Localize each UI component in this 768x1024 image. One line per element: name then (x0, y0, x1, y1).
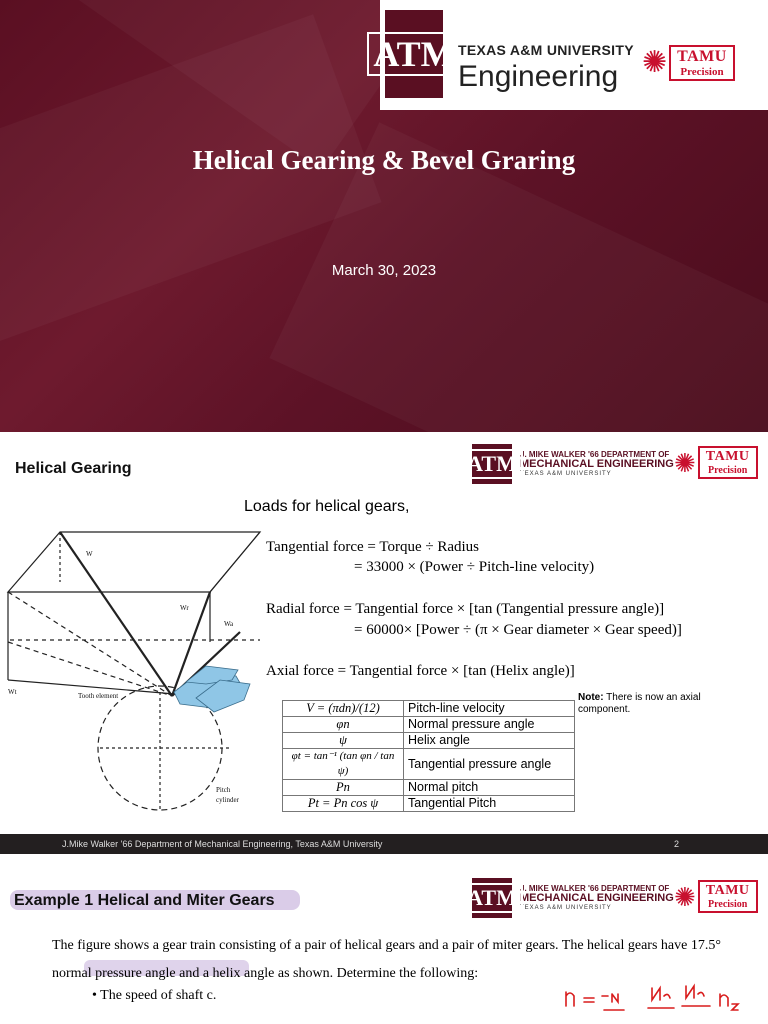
footer-text: J.Mike Walker '66 Department of Mechanical Engineering, Texas A&M University (62, 839, 383, 849)
equation-radial: Radial force = Tangential force × [tan (Tangential pressure angle)] (266, 601, 665, 617)
equation-tangential: Tangential force = Torque ÷ Radius (266, 539, 480, 555)
tamu-engineering-logo (373, 0, 768, 110)
department-logo: ATM J. MIKE WALKER '66 DEPARTMENT OF MECHANICAL ENGINEERING TEXAS A&M UNIVERSITY (472, 444, 674, 484)
starburst-icon: ✺ (674, 881, 696, 912)
college-name: Engineering (458, 60, 619, 93)
tamu-precision-logo: ✺ TAMU Precision (642, 45, 735, 81)
equation-radial-power: = 60000× [Power ÷ (π × Gear diameter × Gear speed)] (354, 622, 682, 638)
loads-subtitle: Loads for helical gears, (244, 498, 410, 515)
atm-logo-mark: ATM (385, 10, 443, 98)
svg-text:Tooth element: Tooth element (78, 692, 119, 700)
starburst-icon: ✺ (674, 447, 696, 478)
svg-text:Pitch: Pitch (216, 786, 231, 794)
starburst-icon: ✺ (642, 46, 668, 79)
axial-note: Note: There is now an axial component. (578, 692, 701, 715)
handwritten-annotation (560, 980, 760, 1024)
department-logo: ATM J. MIKE WALKER '66 DEPARTMENT OF MECHANICAL ENGINEERING TEXAS A&M UNIVERSITY (472, 878, 674, 918)
slide-heading: Helical Gearing (15, 460, 132, 477)
atm-logo-mark: ATM (472, 878, 512, 918)
university-name: TEXAS A&M UNIVERSITY (458, 42, 634, 58)
slide-heading: Example 1 Helical and Miter Gears (14, 892, 275, 909)
svg-text:Wr: Wr (180, 604, 189, 612)
tamu-precision-logo: ✺ TAMU Precision (674, 446, 758, 479)
table-row: Pn Normal pitch (283, 780, 575, 796)
presentation-date: March 30, 2023 (331, 262, 437, 279)
table-row: ψ Helix angle (283, 733, 575, 749)
table-row: φt = tan⁻¹ (tan φn / tan ψ) Tangential pressure angle (283, 749, 575, 780)
svg-text:cylinder: cylinder (216, 796, 239, 804)
slide-footer (0, 834, 768, 854)
table-row: φn Normal pressure angle (283, 717, 575, 733)
page-number: 2 (674, 839, 680, 849)
equation-tangential-power: = 33000 × (Power ÷ Pitch-line velocity) (354, 559, 595, 575)
svg-text:Wa: Wa (224, 620, 234, 628)
table-row: Pt = Pn cos ψ Tangential Pitch (283, 796, 575, 812)
helical-gear-force-diagram (0, 522, 262, 822)
presentation-title: Helical Gearing & Bevel Graring (192, 145, 576, 175)
helical-gearing-slide (0, 432, 768, 854)
title-slide (0, 0, 768, 432)
table-row: V = (πdn)/(12) Pitch-line velocity (283, 701, 575, 717)
example-slide (0, 856, 768, 1024)
equation-axial: Axial force = Tangential force × [tan (Helix angle)] (266, 663, 575, 679)
svg-text:Wt: Wt (8, 688, 17, 696)
svg-text:W: W (86, 550, 93, 558)
example-problem-text: The figure shows a gear train consisting of a pair of helical gears and a pair of miter gears. The helical gears have 17.5° normal pressure angle and a helix angle as shown. Determine the following: (52, 938, 721, 981)
tamu-precision-logo: ✺ TAMU Precision (674, 880, 758, 913)
variables-table (282, 700, 575, 812)
atm-logo-mark: ATM (472, 444, 512, 484)
list-item: • The speed of shaft c. (92, 988, 217, 1003)
